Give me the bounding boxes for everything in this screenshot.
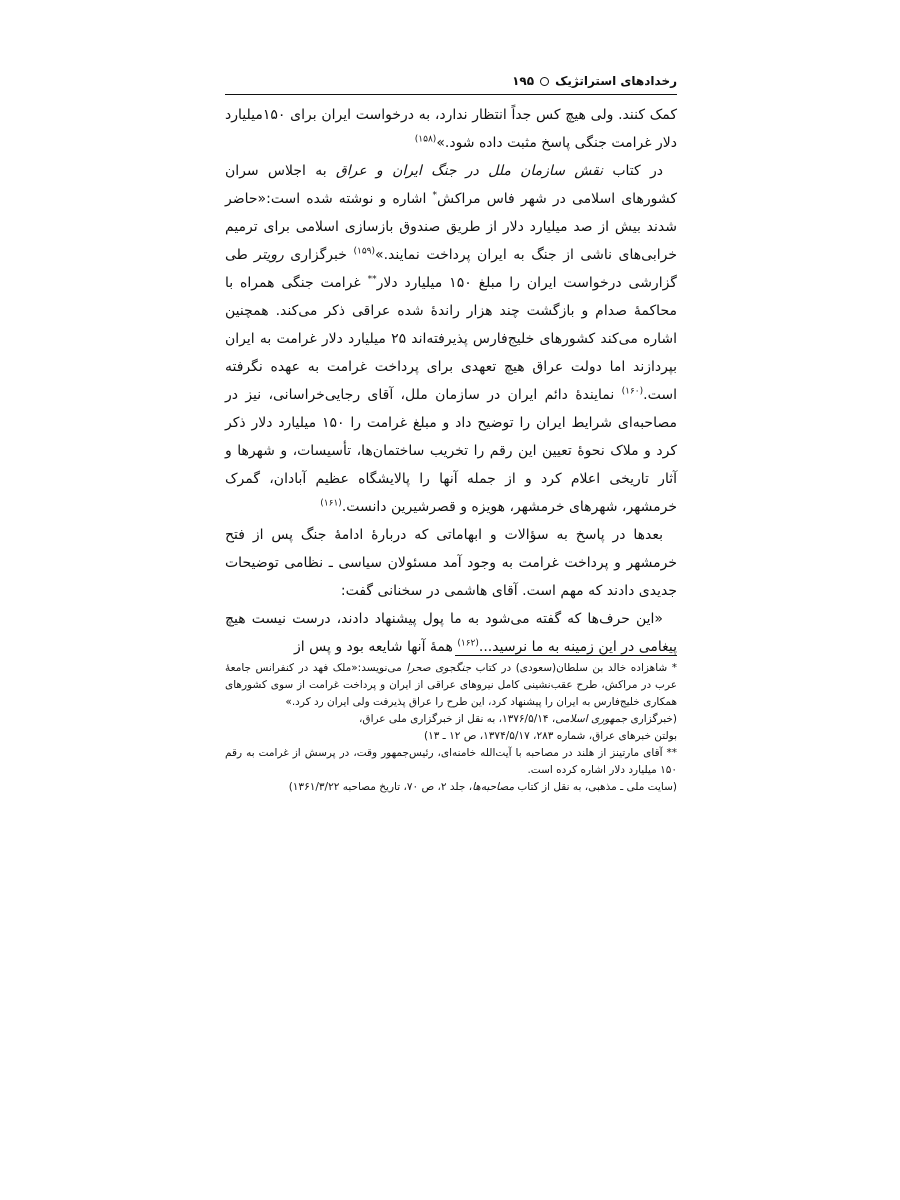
text-run: (سایت ملی ـ مذهبی، به نقل از کتاب [514, 781, 677, 793]
circle-ornament-icon [540, 77, 549, 86]
text-run: می‌نویسد:«ملک فهد در کنفرانس جامعهٔ عرب در مراکش، طرح عقب‌نشینی کامل نیروهای عراقی از ایران و پرداخت غرامت از سوی کشورهای همکاری خلیج‌فارس به ایران را پیشنهاد کرد، این طرح را عراق پذیرفت ولی ایران رد کرد.» [225, 662, 677, 708]
text-run: به اجلاس سران کشورهای اسلامی در شهر فاس مراکش [225, 163, 677, 207]
text-run: اشاره و نوشته شده است:«حاضر شدند بیش از صد میلیارد دلار از طریق صندوق بازسازی اسلامی برای ترمیم خرابی‌های ناشی از جنگ به ایران پرداخت نمایند.» [225, 191, 677, 263]
reference-158: (۱۵۸) [414, 134, 437, 145]
text-run: در کتاب [603, 163, 663, 179]
running-header-title: رخدادهای استراتژیک [555, 74, 677, 88]
paragraph-1 [225, 101, 677, 157]
paragraph-2 [225, 157, 677, 521]
main-text [225, 101, 677, 661]
footnotes [225, 660, 677, 796]
text-run: طی گزارشی درخواست ایران را مبلغ ۱۵۰ میلیارد دلار [225, 247, 677, 291]
page-number: ۱۹۵ [512, 74, 535, 88]
reference-161: (۱۶۱) [320, 498, 342, 509]
footnote-1-source-2: بولتن خبرهای عراق، شماره ۲۸۳، ۱۳۷۴/۵/۱۷، ص ۱۲ ـ ۱۳) [423, 730, 677, 742]
footnote-2: ** آقای مارتینز از هلند در مصاحبه با آیت‌الله خامنه‌ای، رئیس‌جمهور وقت، در پرسش از غرامت به رقم ۱۵۰ میلیارد دلار اشاره کرده است. [225, 747, 677, 776]
footnote-rule [455, 655, 677, 656]
reference-160: (۱۶۰) [621, 386, 644, 397]
text-run: ، ۱۳۷۶/۵/۱۴، به نقل از خبرگزاری ملی عراق، [359, 713, 556, 725]
text-run: خبرگزاری [283, 247, 354, 263]
reference-162: (۱۶۲) [457, 638, 479, 649]
running-header [225, 71, 677, 91]
reference-159: (۱۵۹) [353, 246, 376, 257]
footnote-mark-2: ** [367, 274, 377, 285]
text-run: همهٔ آنها شایعه بود و پس از [294, 639, 458, 655]
paragraph-1-line-2: ۱۵۰میلیارد دلار غرامت جنگی پاسخ مثبت داده شود.» [225, 107, 677, 151]
paragraph-1-line-1: کمک کنند. ولی هیچ کس جداً انتظار ندارد، به درخواست ایران برای [290, 107, 678, 123]
paragraph-4 [225, 605, 677, 661]
footnote-2-source [225, 779, 677, 796]
footnote-1-source [225, 711, 677, 728]
footnote-2-book-title: مصاحبه‌ها [472, 781, 515, 793]
text-run: (خبرگزاری [627, 713, 677, 725]
book-title: نقش سازمان ملل در جنگ ایران و عراق [335, 163, 604, 179]
footnote-1 [225, 660, 677, 711]
footnote-newspaper: جمهوری اسلامی [555, 713, 628, 725]
text-run: نمایندهٔ دائم ایران در سازمان ملل، آقای رجایی‌خراسانی، نیز در مصاحبه‌ای شرایط ایران را توضیح داد و مبلغ غرامت را ۱۵۰ میلیارد دلار ذکر کرد و ملاک نحوهٔ تعیین این رقم را تخریب ساختمان‌ها، تأسیسات، و شهرها و آثار تاریخی اعلام کرد و از جمله آنها را پالایشگاه عظیم آبادان، گمرک خرمشهر، شهرهای خرمشهر، هویزه و قصرشیرین دانست. [225, 387, 677, 515]
paragraph-3: بعدها در پاسخ به سؤالات و ابهاماتی که دربارهٔ ادامهٔ جنگ پس از فتح خرمشهر و پرداخت غرامت به وجود آمد مسئولان سیاسی ـ نظامی توضیحات جدیدی دادند که مهم است. آقای هاشمی در سخنانی گفت: [225, 527, 677, 599]
agency-name: رویتر [254, 247, 284, 263]
text-run: غرامت جنگی همراه با محاکمهٔ صدام و بازگشت چند هزار راندهٔ شده عراقی ذکر می‌کند. همچنین اشاره می‌کند کشورهای خلیج‌فارس پذیرفته‌اند ۲۵ میلیارد دلار غرامت به ایران بپردازند اما دولت عراق هیچ تعهدی برای پرداخت غرامت به عهده نگرفته است. [225, 275, 677, 403]
footnote-mark-1: * [432, 190, 437, 201]
text-run: * شاهزاده خالد بن سلطان(سعودی) در کتاب [471, 662, 678, 674]
text-run: «این حرف‌ها که گفته می‌شود به ما پول پیشنهاد دادند، درست نیست هیچ پیغامی در این زمینه به ما نرسید... [225, 611, 677, 655]
header-rule [225, 94, 677, 95]
footnote-book-title: جنگجوی صحرا [406, 662, 472, 674]
text-run: ، جلد ۲، ص ۷۰، تاریخ مصاحبه ۱۳۶۱/۳/۲۲) [288, 781, 473, 793]
